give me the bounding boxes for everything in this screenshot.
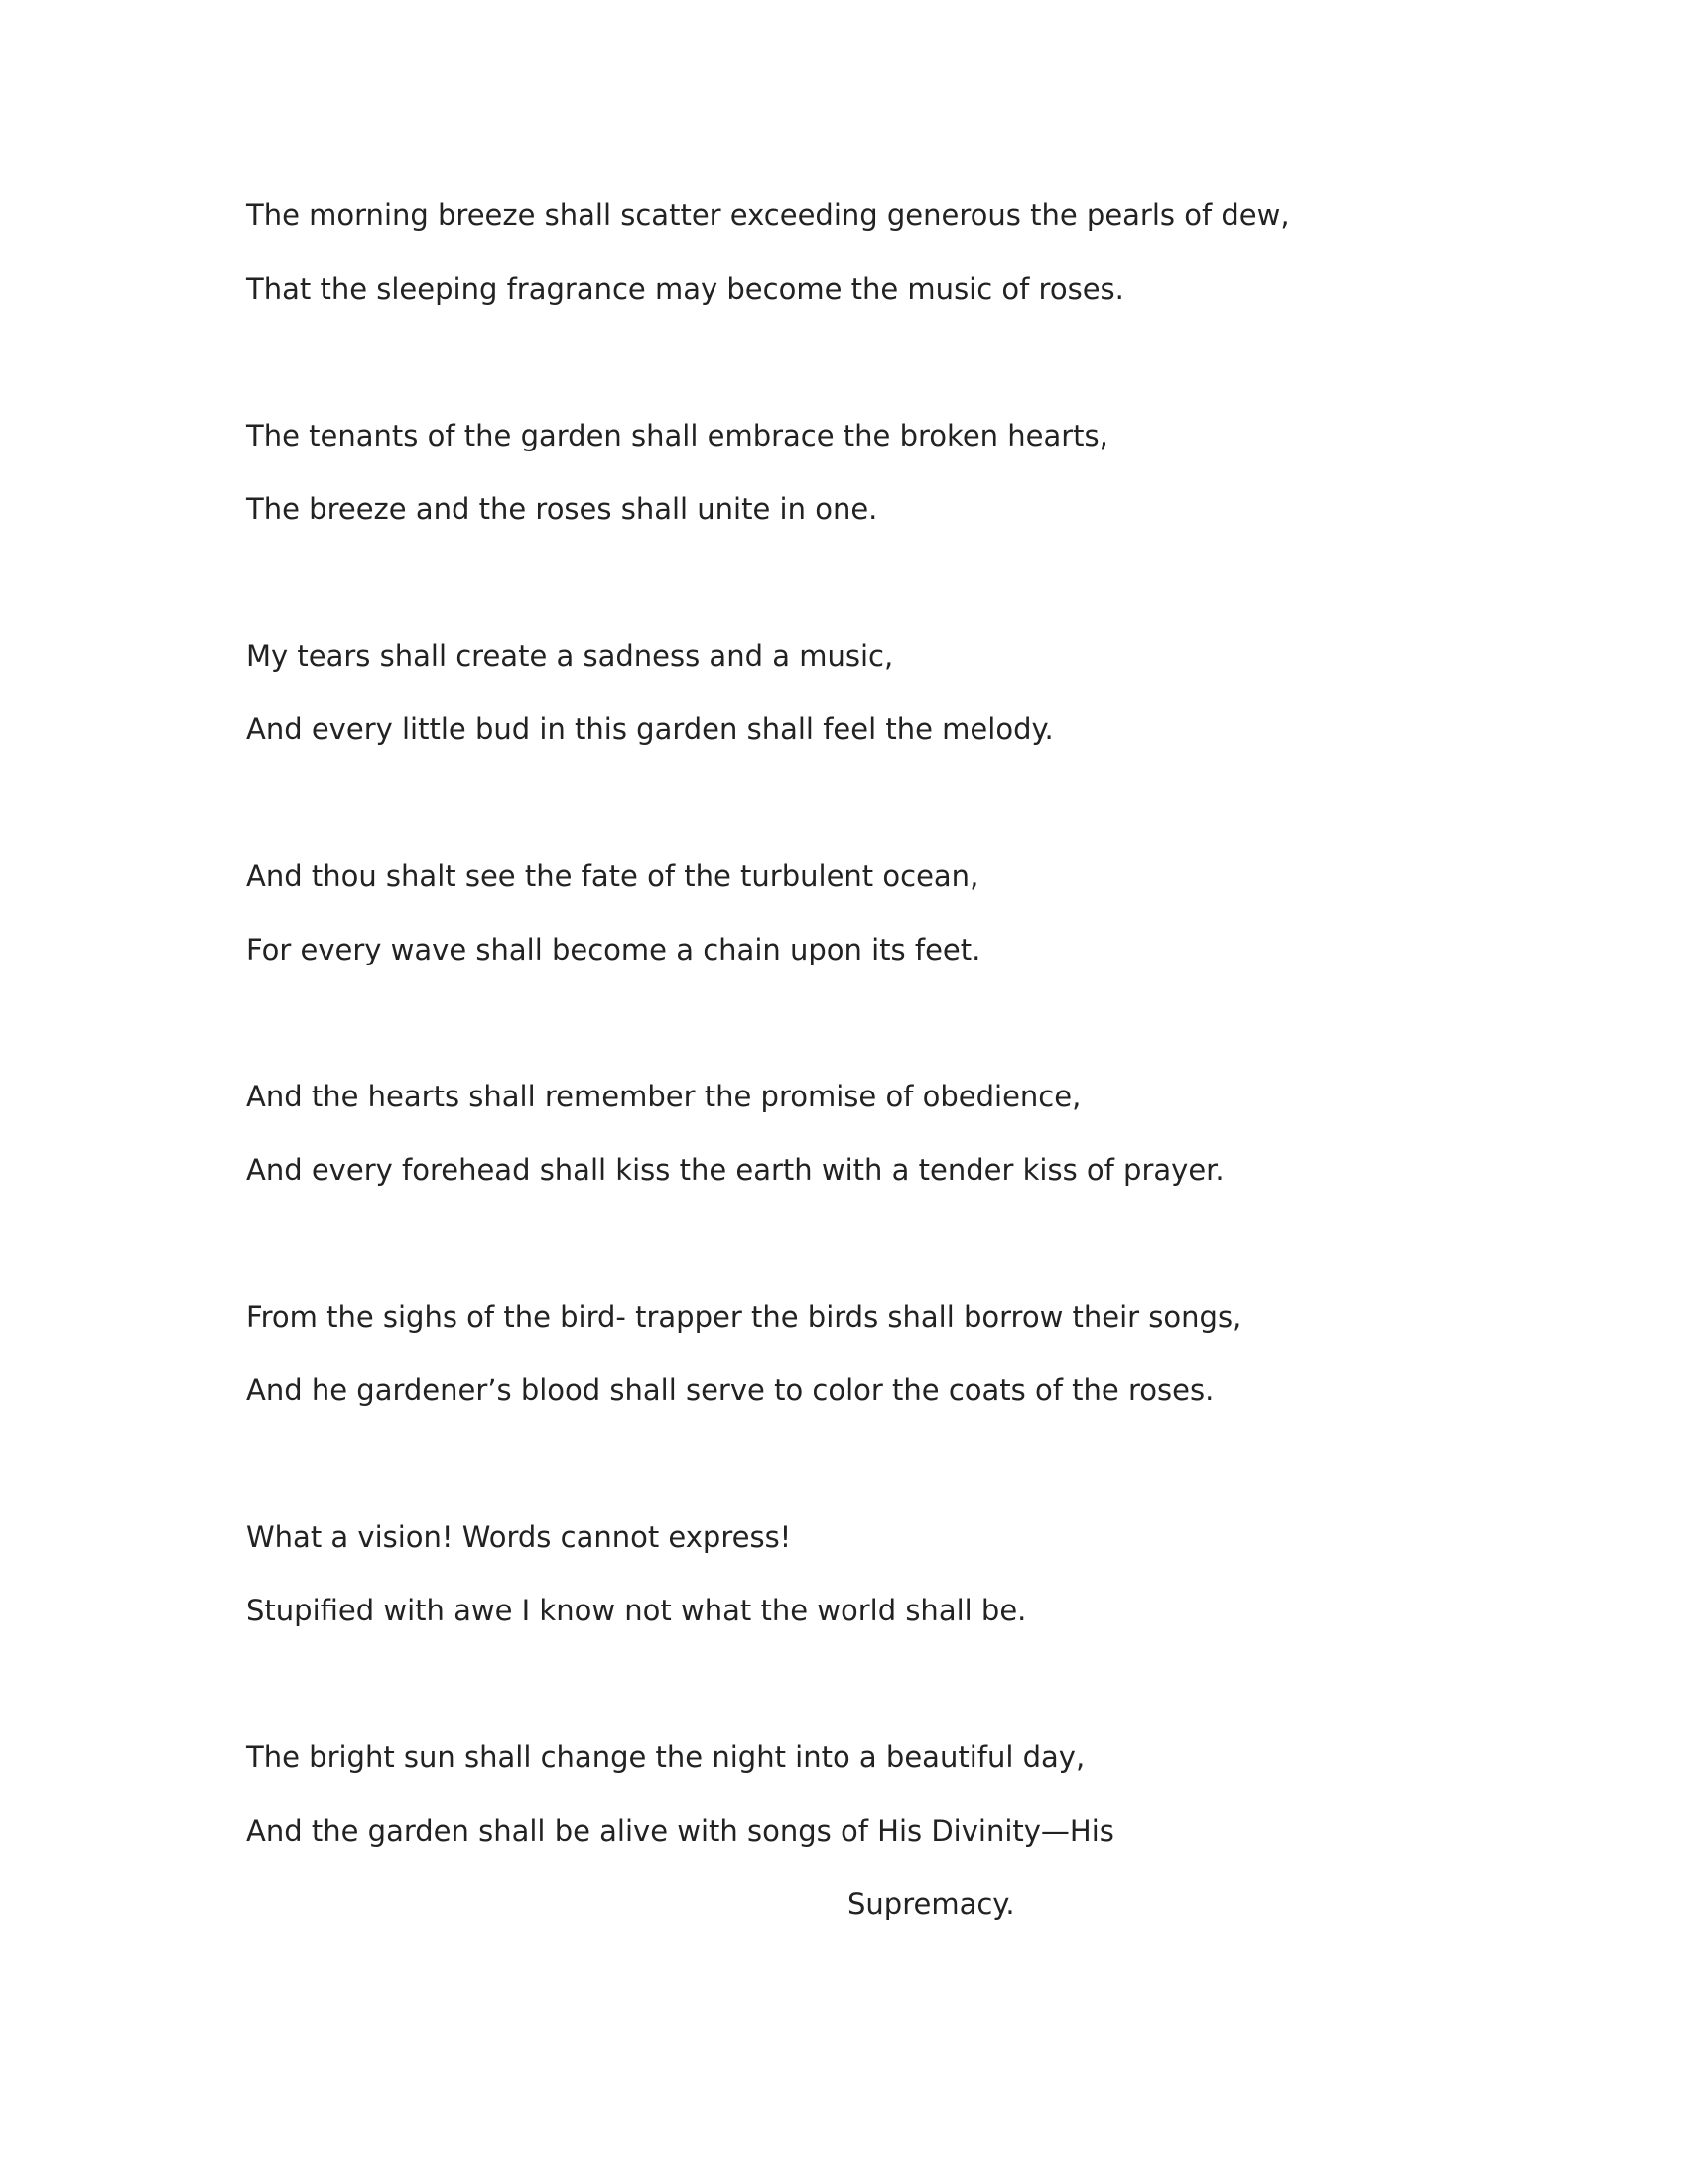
- poem-line: And he gardener’s blood shall serve to color the coats of the roses.: [246, 1373, 1215, 1407]
- poem-body: [246, 193, 1496, 2029]
- poem-line: What a vision! Words cannot express!: [246, 1520, 792, 1554]
- poem-line: The morning breeze shall scatter exceeding generous the pearls of dew,: [246, 198, 1290, 232]
- poem-line-continuation: Supremacy.: [847, 1887, 1015, 1921]
- poem-line: From the sighs of the bird- trapper the birds shall borrow their songs,: [246, 1300, 1242, 1334]
- stanza-5: [246, 1075, 1496, 1221]
- stanza-8: [246, 1735, 1496, 1956]
- poem-line: That the sleeping fragrance may become the music of roses.: [246, 272, 1124, 306]
- poem-line: The bright sun shall change the night into a beautiful day,: [246, 1740, 1086, 1774]
- stanza-6: [246, 1295, 1496, 1442]
- poem-line: And the hearts shall remember the promise of obedience,: [246, 1080, 1082, 1113]
- poem-line: Stupified with awe I know not what the world shall be.: [246, 1594, 1027, 1627]
- stanza-1: [246, 193, 1496, 340]
- poem-line: My tears shall create a sadness and a music,: [246, 639, 894, 673]
- poem-line: And the garden shall be alive with songs of His Divinity—His: [246, 1814, 1114, 1848]
- poem-line: And every little bud in this garden shall feel the melody.: [246, 712, 1054, 746]
- poem-line: And thou shalt see the fate of the turbulent ocean,: [246, 859, 979, 893]
- stanza-3: [246, 634, 1496, 781]
- stanza-7: [246, 1515, 1496, 1662]
- poem-line: And every forehead shall kiss the earth with a tender kiss of prayer.: [246, 1153, 1225, 1187]
- stanza-2: [246, 414, 1496, 561]
- poem-line: For every wave shall become a chain upon its feet.: [246, 933, 981, 966]
- stanza-4: [246, 854, 1496, 1001]
- poem-line: The breeze and the roses shall unite in one.: [246, 492, 878, 526]
- poem-line: The tenants of the garden shall embrace the broken hearts,: [246, 419, 1108, 452]
